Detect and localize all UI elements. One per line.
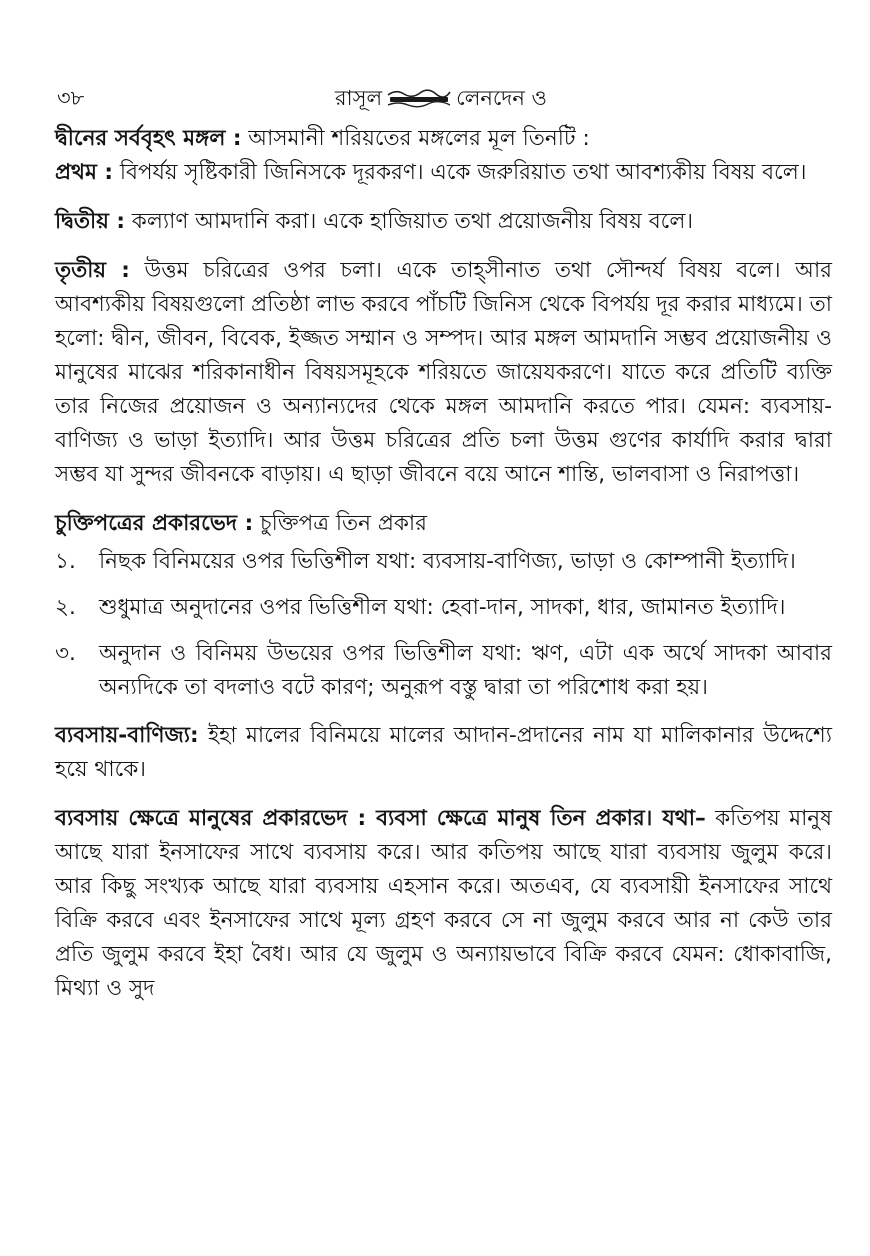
trade-paragraph: [55, 719, 832, 787]
intro-paragraph: [55, 122, 832, 156]
people-types-heading: ব্যবসায় ক্ষেত্রে মানুষের প্রকারভেদ : ব্যবসা ক্ষেত্রে মানুষ তিন প্রকার। যথা–: [55, 806, 706, 831]
list-item-text: নিছক বিনিময়ের ওপর ভিত্তিশীল যথা: ব্যবসায়-বাণিজ্য, ভাড়া ও কোম্পানী ইত্যাদি।: [99, 549, 796, 574]
contract-types-paragraph: [55, 507, 832, 541]
people-types-paragraph: [55, 802, 832, 1006]
trade-heading: ব্যবসায়-বাণিজ্য:: [55, 723, 199, 748]
first-text: বিপর্যয় সৃষ্টিকারী জিনিসকে দূরকরণ। একে জরুরিয়াত তথা আবশ্যকীয় বিষয় বলে।: [113, 160, 807, 185]
list-item: [55, 545, 832, 579]
first-heading: প্রথম :: [55, 160, 113, 185]
second-heading: দ্বিতীয় :: [55, 209, 125, 234]
list-item-text: শুধুমাত্র অনুদানের ওপর ভিত্তিশীল যথা: হেবা-দান, সাদকা, ধার, জামানত ইত্যাদি।: [99, 595, 786, 620]
running-title-right: লেনদেন ও: [456, 86, 548, 110]
list-item: [55, 637, 832, 705]
running-title-left: রাসূল: [335, 86, 383, 110]
trade-text: ইহা মালের বিনিময়ে মালের আদান-প্রদানের নাম যা মালিকানার উদ্দেশ্যে হয়ে থাকে।: [55, 723, 832, 782]
list-item: [55, 591, 832, 625]
third-text: উত্তম চরিত্রের ওপর চলা। একে তাহ্সীনাত তথা সৌন্দর্য বিষয় বলে। আর আবশ্যকীয় বিষয়গুলো প্রতিষ্ঠা লাভ করবে পাঁচটি জিনিস থেকে বিপর্যয় দূর করার মাধ্যমে। তা হলো: দ্বীন, জীবন, বিবেক, ইজ্জত সম্মান ও সম্পদ। আর মঙ্গল আমদানি সম্ভব প্রয়োজনীয় ও মানুষের মাঝের শরিকানাধীন বিষয়সমূহকে শরিয়তে জায়েযকরণে। যাতে করে প্রতিটি ব্যক্তি তার নিজের প্রয়োজন ও অন্যান্যদের থেকে মঙ্গল আমদানি করতে পার। যেমন: ব্যবসায়-বাণিজ্য ও ভাড়া ইত্যাদি। আর উত্তম চরিত্রের প্রতি চলা উত্তম গুণের কার্যাদি করার দ্বারা সম্ভব যা সুন্দর জীবনকে বাড়ায়। এ ছাড়া জীবনে বয়ে আনে শান্তি, ভালবাসা ও নিরাপত্তা।: [55, 258, 832, 487]
running-header: [55, 82, 832, 122]
intro-heading: দ্বীনের সর্ববৃহৎ মঙ্গল :: [55, 126, 242, 151]
contract-types-text: চুক্তিপত্র তিন প্রকার: [253, 511, 427, 536]
list-item-number: ২.: [55, 595, 76, 620]
intro-text: আসমানী শরিয়তের মঙ্গলের মূল তিনটি :: [241, 126, 590, 151]
honorific-calligraphy-icon: [384, 88, 454, 108]
page-number: ৩৮: [57, 86, 85, 110]
list-item-number: ১.: [55, 549, 76, 574]
people-types-text: কতিপয় মানুষ আছে যারা ইনসাফের সাথে ব্যবসায় করে। আর কতিপয় আছে যারা ব্যবসায় জুলুম করে। আর কিছু সংখ্যক আছে যারা ব্যবসায় এহসান করে। অতএব, যে ব্যবসায়ী ইনসাফের সাথে বিক্রি করবে এবং ইনসাফের সাথে মূল্য গ্রহণ করবে সে না জুলুম করবে আর না কেউ তার প্রতি জুলুম করবে ইহা বৈধ। আর যে জুলুম ও অন্যায়ভাবে বিক্রি করবে যেমন: ধোকাবাজি, মিথ্যা ও সুদ: [55, 806, 832, 1001]
first-paragraph: [55, 156, 832, 190]
second-text: কল্যাণ আমদানি করা। একে হাজিয়াত তথা প্রয়োজনীয় বিষয় বলে।: [124, 209, 694, 234]
list-item-text: অনুদান ও বিনিময় উভয়ের ওপর ভিত্তিশীল যথা: ঋণ, এটা এক অর্থে সাদকা আবার অন্যদিকে তা বদলাও বটে কারণ; অনুরূপ বস্তু দ্বারা তা পরিশোধ করা হয়।: [99, 641, 832, 700]
running-title: [335, 82, 547, 117]
contract-types-heading: চুক্তিপত্রের প্রকারভেদ :: [55, 511, 254, 536]
second-paragraph: [55, 205, 832, 239]
list-item-number: ৩.: [55, 641, 76, 666]
contract-types-list: [55, 545, 832, 705]
third-paragraph: [55, 254, 832, 492]
third-heading: তৃতীয় :: [55, 258, 130, 283]
